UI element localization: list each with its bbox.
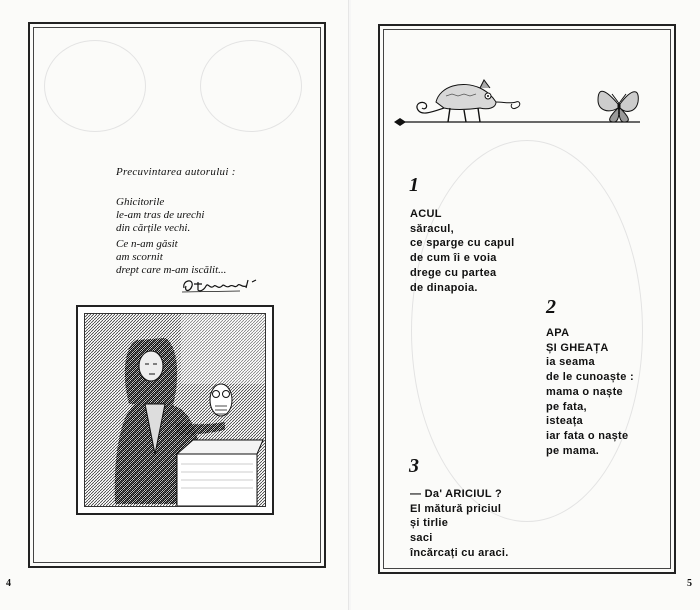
riddle-line: saci [410, 532, 433, 545]
riddle-line: ȘI GHEAȚA [546, 341, 609, 354]
riddle-1 [410, 207, 514, 295]
preface-stanza-2 [116, 238, 226, 277]
verse-line: am scornit [116, 251, 163, 263]
riddle-line: drege cu partea [410, 266, 497, 279]
riddle-3 [410, 487, 509, 561]
riddle-2 [546, 326, 634, 458]
riddle-line: și tirlie [410, 517, 449, 530]
riddle-line: mama o naște [546, 385, 623, 398]
preface-title: Precuvintarea autorului : [116, 166, 236, 178]
riddle-line: pe fata, [546, 400, 587, 413]
riddle-line: încărcați cu araci. [410, 546, 509, 559]
verse-line: din cărțile vechi. [116, 222, 191, 234]
riddle-line: El mătură priciul [410, 502, 502, 515]
verse-line: Ce n-am găsit [116, 238, 178, 250]
verse-line: Ghicitorile [116, 196, 165, 208]
riddle-number: 1 [409, 174, 419, 196]
chameleon-butterfly-ornament [392, 66, 642, 130]
author-signature [180, 274, 260, 296]
riddle-line: de dinapoia. [410, 281, 478, 294]
riddle-number: 3 [409, 455, 419, 477]
riddle-line: ia seama [546, 356, 595, 369]
background-ornament [200, 40, 302, 132]
portrait-engraving [85, 314, 265, 506]
author-portrait-illustration [76, 305, 274, 515]
riddle-line: ACUL [410, 208, 442, 220]
preface-stanza-1 [116, 196, 205, 235]
riddle-line: pe mama. [546, 444, 600, 457]
verse-line: le-am tras de urechi [116, 209, 205, 221]
verse-line: drept care m-am iscălit... [116, 264, 227, 276]
riddle-number: 2 [546, 296, 556, 318]
page-number: 5 [687, 578, 692, 589]
riddle-line: ce sparge cu capul [410, 237, 515, 250]
riddle-line: — Da' ARICIUL ? [410, 488, 503, 500]
riddle-line: isteața [546, 415, 583, 428]
riddle-line: săracul, [410, 222, 454, 235]
riddle-line: APA [546, 327, 570, 339]
page-number: 4 [6, 578, 11, 589]
background-ornament [44, 40, 146, 132]
riddle-line: de le cunoaște : [546, 371, 634, 384]
left-page [0, 0, 349, 610]
riddle-line: iar fata o naște [546, 429, 629, 442]
riddle-line: de cum îi e voia [410, 252, 497, 265]
